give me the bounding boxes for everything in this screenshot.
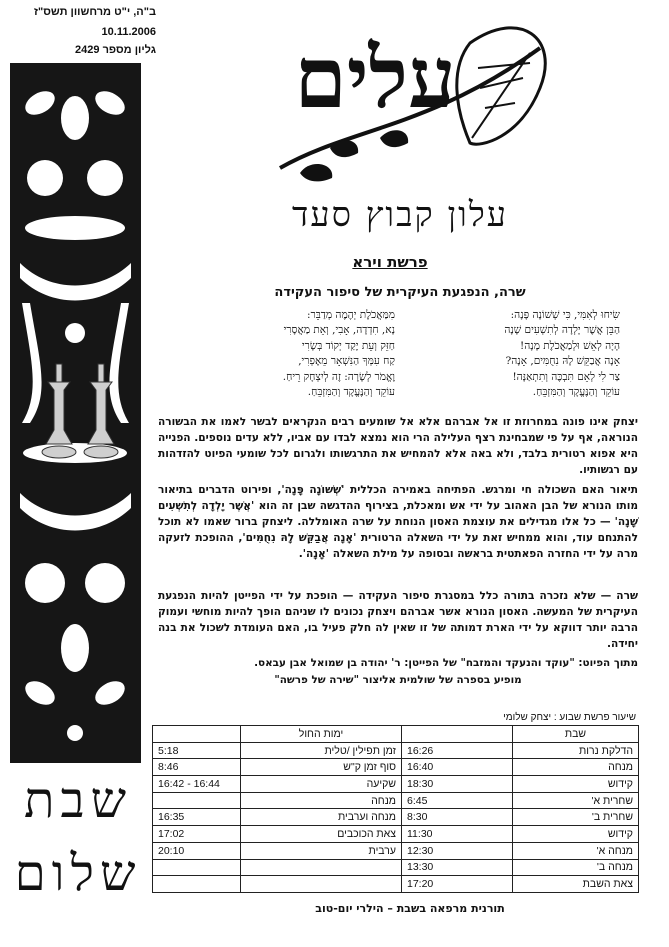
table-row <box>153 859 639 876</box>
cell: 16:44 - 16:42 <box>153 776 241 793</box>
cell: 12:30 <box>402 842 513 859</box>
table-row <box>153 876 639 893</box>
poem-left-column <box>170 308 395 400</box>
cell: 17:20 <box>402 876 513 893</box>
newsletter-subtitle: עלון קבוץ סעד <box>291 195 509 235</box>
cell: סוף זמן ק"ש <box>241 759 402 776</box>
cell: מנחה ב' <box>513 859 639 876</box>
paragraph-1: יצחק אינו פונה במחרוזת זו אל אברהם אלא אל שומעים רבים הנקראים לבשר לאמו את הבשורה הנוראה, אף על פי שמבחינת רצף העלילה הרי הוא נמצא לבדו עם אביו, ללא עדים נוספים. הפנייה היא אפוא רטורית בלבד, ולא באה אלא להמחיש את התרגשותו ולגרום לכל שומעי הפיוט להזדהות עם רגשותיו. <box>158 416 638 476</box>
cell: 8:30 <box>402 809 513 826</box>
cell: צאת השבת <box>513 876 639 893</box>
poem-line: חַזֵּק וְעֵת יֶקַד יְקוֹד בְּשָׂרִי <box>301 339 395 352</box>
cell: שחרית א' <box>513 792 639 809</box>
gregorian-date: 10.11.2006 <box>101 26 156 38</box>
poem-line: הָיָה לְאֵשׁ וּלְמַאֲכֹלֶת מָנָה! <box>520 339 620 352</box>
hebrew-date: ב"ה, י"ט מרחשוון תשס"ז <box>34 6 156 18</box>
footer-note: תורנית מרפאה בשבת – הילרי יום-טוב <box>315 902 505 915</box>
article-title: שרה, הנפגעת העיקרית של סיפור העקידה <box>274 285 526 300</box>
cell: זמן תפילין /טלית <box>241 742 402 759</box>
cell: 17:02 <box>153 826 241 843</box>
cell: 16:26 <box>402 742 513 759</box>
table-row <box>153 842 639 859</box>
poem-line: אָנָה אֲבַקֵּשׁ לָהּ נִחֻמִּים, אָנָה? <box>505 355 620 368</box>
poem-line: קַח עִמְּךָ הַנִּשְׁאָר מֵאֶפְרִי, <box>298 355 395 368</box>
cell: שחרית ב' <box>513 809 639 826</box>
source-book-line: מופיע בספרה של שולמית אליצור "שירה של פרשה" <box>274 674 522 686</box>
candlesticks-icon <box>38 360 128 465</box>
shabbat-word: שבת <box>24 771 132 829</box>
header-empty <box>153 726 241 743</box>
shalom-word: שלום <box>14 844 142 902</box>
cell: ערבית <box>241 842 402 859</box>
parasha-title: פרשת וירא <box>352 253 428 271</box>
cell <box>241 859 402 876</box>
logo-text: עלים <box>294 28 456 127</box>
prayer-times-table <box>152 725 639 893</box>
poem-line: עוֹקֵד וְהַנֶּעֱקָד וְהַמִּזְבֵּחַ. <box>307 386 395 399</box>
cell: 8:46 <box>153 759 241 776</box>
cell <box>153 859 241 876</box>
cell: 16:40 <box>402 759 513 776</box>
cell: קידוש <box>513 776 639 793</box>
poem-line: צַר לִי לְאֵם תִּבְכֶּה וְתִתְאַנָּה! <box>512 370 620 383</box>
cell: 5:18 <box>153 742 241 759</box>
cell: 18:30 <box>402 776 513 793</box>
cell: מנחה וערבית <box>241 809 402 826</box>
poem-line: נָא, חִדְדָה, אָבִי, וְאֵת מַאֲסָרִי <box>283 324 395 337</box>
table-row <box>153 776 639 793</box>
weekly-lesson-line: שיעור פרשת שבוע : יצחק שלומי <box>503 712 636 723</box>
poem-line: וֶאֱמֹר לְשָׂרָה: זֶה לְיִצְחָק רֵיחַ. <box>282 370 395 383</box>
paragraph-3: שרה — שלא נזכרה בתורה כלל במסגרת סיפור העקידה — הופכת על ידי הפייטן להיות הנפגעת העיקרית של המעשה. האסון הנורא אשר אברהם ויצחק נכונים לו שניהם הופך להיות מוחשי ועמוק הרבה יותר דווקא על ידי הארת דמותה של זו שאין לה חלק פעיל בו, האם העומדת לשכול את בנה יחידה. <box>158 590 638 650</box>
cell: 20:10 <box>153 842 241 859</box>
table-row <box>153 826 639 843</box>
table-row <box>153 809 639 826</box>
paragraph-2: תיאור האם השכולה חי ומרגש. הפתיחה באמירה הכללית 'שְׁשׁוֹנָה פָּנָה', ופירוט הדברים בתיאור מותו הנורא של הבן האהוב על ידי אש ומאכלת, בצירוף ההדגשה שבן זה הוא 'אֲשֶׁר יָלְדָה לְתִשְׁעִים שָׁנָה' — כל אלו מגדילים את עוצמת האסון הנוחת על שרה האומללה. ליצחק ברור שאמו לא תוכל להתנחם עוד, והוא ממחיש זאת על ידי השאלה הרטורית 'אָנָה אֲבַקֵּשׁ לָהּ נִחֻמִּים', ההופכת לזעקה מרה על ידי החזרה הפאתטית בראשה ובסופה על מילת השאלה 'אָנָה'. <box>158 484 638 560</box>
poem-line: שִׂיחוּ לְאִמִּי, כִּי שְׁשׁוֹנָה פָּנָה: <box>510 309 620 321</box>
header-shabbat: שבת <box>513 726 639 743</box>
masthead-logo <box>240 8 560 198</box>
cell: 16:35 <box>153 809 241 826</box>
cell: 6:45 <box>402 792 513 809</box>
cell: מנחה א' <box>513 842 639 859</box>
header-weekdays: ימות החול <box>241 726 402 743</box>
poem-line: הַבֵּן אֲשֶׁר יָלְדָה לְתִשְׁעִים שָׁנָה <box>504 324 620 337</box>
poem-line: מִמַּאֲכֹלֶת יְהֶמֶה מְדַבֵּר: <box>307 309 395 321</box>
poem-line: עוֹקֵד וְהַנֶּעֱקָד וְהַמִּזְבֵּחַ. <box>532 386 620 399</box>
table-header-row <box>153 726 639 743</box>
cell: מנחה <box>241 792 402 809</box>
table-row <box>153 792 639 809</box>
table-row <box>153 742 639 759</box>
cell: מנחה <box>513 759 639 776</box>
cell: 13:30 <box>402 859 513 876</box>
poem-right-column <box>395 308 620 400</box>
cell: קידוש <box>513 826 639 843</box>
cell <box>241 876 402 893</box>
cell: שקיעה <box>241 776 402 793</box>
cell <box>153 876 241 893</box>
cell: 11:30 <box>402 826 513 843</box>
cell <box>153 792 241 809</box>
cell: הדלקת נרות <box>513 742 639 759</box>
cell: צאת הכוכבים <box>241 826 402 843</box>
table-row <box>153 759 639 776</box>
issue-number: גליון מספר 2429 <box>75 44 156 56</box>
source-line: מתוך הפיוט: "עוקד והנעקד והמזבח" של הפייטן: ר' יהודה בן שמואל אבן עבאס. <box>254 657 638 669</box>
header-empty <box>402 726 513 743</box>
